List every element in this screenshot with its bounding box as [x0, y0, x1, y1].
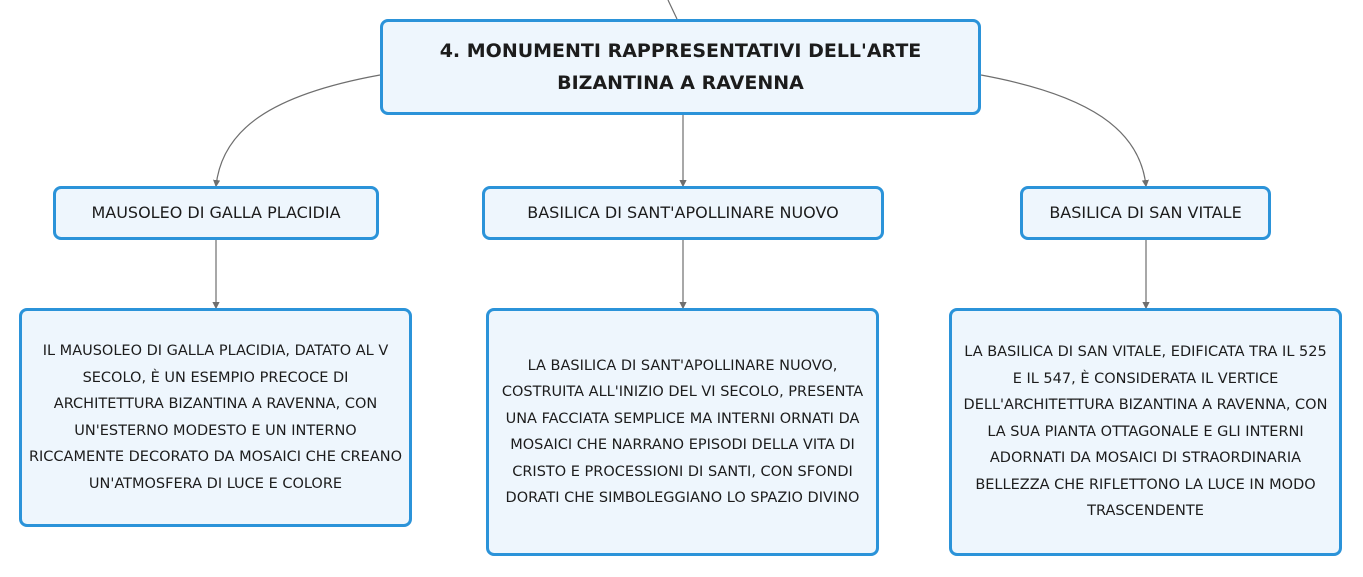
- detail-text: IL MAUSOLEO DI GALLA PLACIDIA, DATATO AL V SECOLO, È UN ESEMPIO PRECOCE DI ARCHITETTURA BIZANTINA A RAVENNA, CON UN'ESTERNO MODESTO E UN INTERNO RICCAMENTE DECORATO DA MOSAICI CHE CREANO UN'ATMOSFERA DI LUCE E COLORE: [28, 343, 403, 492]
- detail-text: LA BASILICA DI SAN VITALE, EDIFICATA TRA IL 525 E IL 547, È CONSIDERATA IL VERTICE DELL'ARCHITETTURA BIZANTINA A RAVENNA, CON LA SUA PIANTA OTTAGONALE E GLI INTERNI ADORNATI DA MOSAICI DI STRAORDINARIA BELLEZZA CHE RIFLETTONO LA LUCE IN MODO TRASCENDENTE: [963, 344, 1328, 520]
- root-title: 4. MONUMENTI RAPPRESENTATIVI DELL'ARTE BIZANTINA A RAVENNA: [439, 40, 922, 94]
- topic-node-san-vitale[interactable]: [1020, 186, 1271, 240]
- connector-parent: [668, 0, 677, 19]
- connector-root-topic-3: [981, 75, 1146, 186]
- topic-node-sant-apollinare[interactable]: [482, 186, 884, 240]
- detail-node-sant-apollinare[interactable]: [486, 308, 879, 556]
- detail-node-mausoleo[interactable]: [19, 308, 412, 527]
- topic-node-mausoleo[interactable]: [53, 186, 379, 240]
- detail-node-san-vitale[interactable]: [949, 308, 1342, 556]
- topic-label: BASILICA DI SANT'APOLLINARE NUOVO: [527, 203, 839, 222]
- root-node[interactable]: [380, 19, 981, 115]
- detail-text: LA BASILICA DI SANT'APOLLINARE NUOVO, COSTRUITA ALL'INIZIO DEL VI SECOLO, PRESENTA UNA FACCIATA SEMPLICE MA INTERNI ORNATI DA MOSAICI CHE NARRANO EPISODI DELLA VITA DI CRISTO E PROCESSIONI DI SANTI, CON SFONDI DORATI CHE SIMBOLEGGIANO LO SPAZIO DIVINO: [501, 357, 864, 506]
- connector-root-topic-1: [216, 75, 380, 186]
- topic-label: MAUSOLEO DI GALLA PLACIDIA: [91, 203, 341, 222]
- topic-label: BASILICA DI SAN VITALE: [1049, 203, 1242, 222]
